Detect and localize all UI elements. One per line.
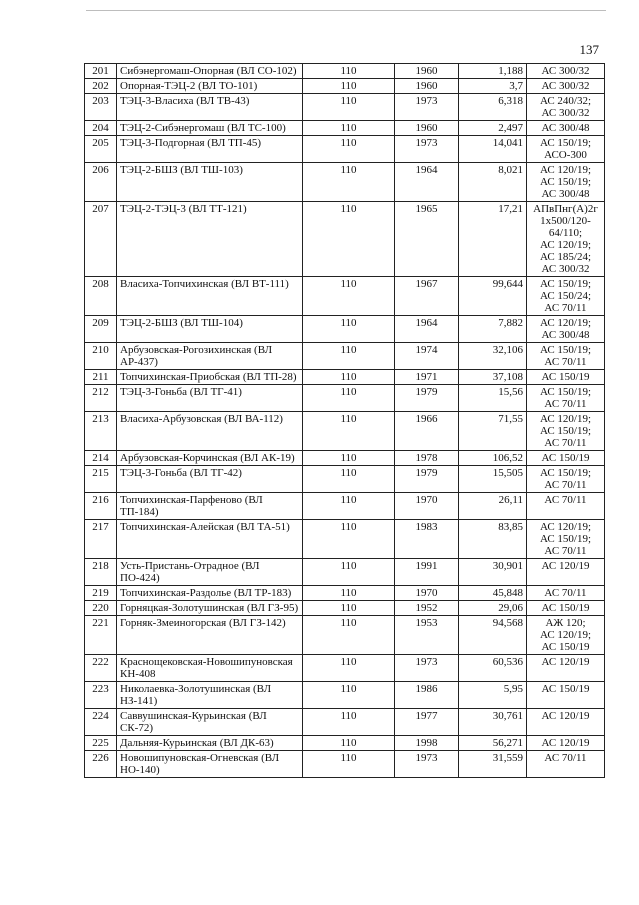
length-cell: 5,95 (459, 682, 527, 709)
line-name-cell: ТЭЦ-3-Гоньба (ВЛ ТГ-42) (117, 466, 303, 493)
wire-type-entry: АС 185/24; (539, 251, 592, 263)
wire-type-entry: АС 120/19; (539, 521, 592, 533)
commission-year-cell: 1998 (395, 736, 459, 751)
table-row (85, 136, 605, 163)
row-number-cell: 205 (85, 136, 117, 163)
wire-type-entry: АС 70/11 (544, 302, 587, 314)
line-name-cell: Арбузовская-Корчинская (ВЛ АК-19) (117, 451, 303, 466)
power-lines-table (84, 63, 605, 778)
line-name-cell: ТЭЦ-3-Власиха (ВЛ ТВ-43) (117, 94, 303, 121)
commission-year-cell: 1960 (395, 121, 459, 136)
row-number-cell: 218 (85, 559, 117, 586)
voltage-cell: 110 (303, 520, 395, 559)
commission-year-cell: 1979 (395, 385, 459, 412)
wire-type-entry: АС 70/11 (544, 587, 587, 599)
top-rule (86, 10, 606, 11)
wire-type-entry: АС 300/32 (541, 65, 590, 77)
voltage-cell: 110 (303, 163, 395, 202)
voltage-cell: 110 (303, 121, 395, 136)
wire-type-entry: 1х500/120- (540, 215, 591, 227)
wire-type-entry: АС 150/19; (539, 533, 592, 545)
wire-type-entry: АС 70/11 (544, 356, 587, 368)
line-name-cell: Топчихинская-Парфеново (ВЛ ТП-184) (117, 493, 303, 520)
wire-type-entry: АС 150/19; (539, 386, 592, 398)
voltage-cell: 110 (303, 64, 395, 79)
wire-type-cell (527, 277, 605, 316)
table-row (85, 736, 605, 751)
row-number-cell: 212 (85, 385, 117, 412)
wire-type-cell (527, 709, 605, 736)
commission-year-cell: 1973 (395, 136, 459, 163)
voltage-cell: 110 (303, 751, 395, 778)
commission-year-cell: 1960 (395, 64, 459, 79)
voltage-cell: 110 (303, 601, 395, 616)
line-name-cell: Топчихинская-Алейская (ВЛ ТА-51) (117, 520, 303, 559)
length-cell: 15,56 (459, 385, 527, 412)
wire-type-entry: АС 70/11 (544, 398, 587, 410)
wire-type-entry: АС 120/19; (539, 317, 592, 329)
line-name-cell: ТЭЦ-3-Подгорная (ВЛ ТП-45) (117, 136, 303, 163)
table-row (85, 316, 605, 343)
wire-type-cell (527, 343, 605, 370)
length-cell: 31,559 (459, 751, 527, 778)
wire-type-entry: АСО-300 (544, 149, 587, 161)
wire-type-entry: АС 120/19; (539, 413, 592, 425)
commission-year-cell: 1970 (395, 493, 459, 520)
table-row (85, 682, 605, 709)
commission-year-cell: 1953 (395, 616, 459, 655)
line-name-cell: Горняк-Змеиногорская (ВЛ ГЗ-142) (117, 616, 303, 655)
length-cell: 99,644 (459, 277, 527, 316)
wire-type-entry: АС 150/19 (541, 371, 590, 383)
wire-type-entry: АС 120/19; (539, 164, 592, 176)
commission-year-cell: 1964 (395, 163, 459, 202)
line-name-cell: Горняцкая-Золотушинская (ВЛ ГЗ-95) (117, 601, 303, 616)
commission-year-cell: 1978 (395, 451, 459, 466)
length-cell: 17,21 (459, 202, 527, 277)
row-number-cell: 204 (85, 121, 117, 136)
commission-year-cell: 1965 (395, 202, 459, 277)
voltage-cell: 110 (303, 94, 395, 121)
wire-type-entry: АС 150/19; (539, 344, 592, 356)
wire-type-cell (527, 601, 605, 616)
wire-type-entry: АС 150/19 (541, 683, 590, 695)
wire-type-cell (527, 559, 605, 586)
length-cell: 37,108 (459, 370, 527, 385)
table-row (85, 466, 605, 493)
voltage-cell: 110 (303, 586, 395, 601)
wire-type-entry: АС 240/32; (539, 95, 592, 107)
wire-type-entry: АС 300/32 (541, 80, 590, 92)
commission-year-cell: 1971 (395, 370, 459, 385)
voltage-cell: 110 (303, 451, 395, 466)
wire-type-entry: АС 70/11 (544, 494, 587, 506)
wire-type-cell (527, 94, 605, 121)
length-cell: 1,188 (459, 64, 527, 79)
wire-type-entry: АС 70/11 (544, 479, 587, 491)
commission-year-cell: 1967 (395, 277, 459, 316)
row-number-cell: 214 (85, 451, 117, 466)
line-name-cell: ТЭЦ-2-Сибэнергомаш (ВЛ ТС-100) (117, 121, 303, 136)
wire-type-cell (527, 655, 605, 682)
row-number-cell: 208 (85, 277, 117, 316)
line-name-cell: Власиха-Топчихинская (ВЛ ВТ-111) (117, 277, 303, 316)
table-row (85, 655, 605, 682)
wire-type-entry: АС 300/32 (541, 263, 590, 275)
line-name-cell: Топчихинская-Приобская (ВЛ ТП-28) (117, 370, 303, 385)
row-number-cell: 206 (85, 163, 117, 202)
commission-year-cell: 1973 (395, 655, 459, 682)
wire-type-entry: АС 150/24; (539, 290, 592, 302)
line-name-cell: Опорная-ТЭЦ-2 (ВЛ ТО-101) (117, 79, 303, 94)
page-number: 137 (579, 42, 599, 57)
length-cell: 106,52 (459, 451, 527, 466)
table-row (85, 751, 605, 778)
table-row (85, 601, 605, 616)
length-cell: 30,901 (459, 559, 527, 586)
wire-type-cell (527, 520, 605, 559)
wire-type-entry: АС 120/19 (541, 656, 590, 668)
length-cell: 30,761 (459, 709, 527, 736)
wire-type-cell (527, 79, 605, 94)
row-number-cell: 221 (85, 616, 117, 655)
line-name-cell: Усть-Пристань-Отрадное (ВЛ ПО-424) (117, 559, 303, 586)
length-cell: 6,318 (459, 94, 527, 121)
wire-type-entry: АС 150/19; (539, 467, 592, 479)
length-cell: 26,11 (459, 493, 527, 520)
commission-year-cell: 1991 (395, 559, 459, 586)
table-row (85, 616, 605, 655)
voltage-cell: 110 (303, 79, 395, 94)
voltage-cell: 110 (303, 682, 395, 709)
table-row (85, 79, 605, 94)
table-row (85, 709, 605, 736)
wire-type-entry: АС 150/19; (539, 425, 592, 437)
line-name-cell: Новошипуновская-Огневская (ВЛ НО-140) (117, 751, 303, 778)
wire-type-entry: АС 300/48 (541, 329, 590, 341)
line-name-cell: ТЭЦ-2-БШЗ (ВЛ ТШ-103) (117, 163, 303, 202)
voltage-cell: 110 (303, 466, 395, 493)
commission-year-cell: 1964 (395, 316, 459, 343)
voltage-cell: 110 (303, 316, 395, 343)
voltage-cell: 110 (303, 493, 395, 520)
wire-type-entry: АС 300/32 (541, 107, 590, 119)
table-row (85, 559, 605, 586)
voltage-cell: 110 (303, 616, 395, 655)
row-number-cell: 215 (85, 466, 117, 493)
wire-type-cell (527, 493, 605, 520)
row-number-cell: 220 (85, 601, 117, 616)
line-name-cell: Николаевка-Золотушинская (ВЛ НЗ-141) (117, 682, 303, 709)
length-cell: 71,55 (459, 412, 527, 451)
length-cell: 45,848 (459, 586, 527, 601)
wire-type-cell (527, 451, 605, 466)
wire-type-cell (527, 751, 605, 778)
row-number-cell: 211 (85, 370, 117, 385)
table-row (85, 163, 605, 202)
wire-type-entry: АС 300/48 (541, 122, 590, 134)
wire-type-entry: АС 150/19; (539, 278, 592, 290)
commission-year-cell: 1986 (395, 682, 459, 709)
wire-type-entry: АПвПнг(А)2г (533, 203, 598, 215)
wire-type-entry: АС 150/19 (541, 602, 590, 614)
commission-year-cell: 1977 (395, 709, 459, 736)
commission-year-cell: 1960 (395, 79, 459, 94)
row-number-cell: 222 (85, 655, 117, 682)
row-number-cell: 207 (85, 202, 117, 277)
wire-type-entry: АС 120/19 (541, 710, 590, 722)
commission-year-cell: 1966 (395, 412, 459, 451)
line-name-cell: Топчихинская-Раздолье (ВЛ ТР-183) (117, 586, 303, 601)
line-name-cell: Власиха-Арбузовская (ВЛ ВА-112) (117, 412, 303, 451)
voltage-cell: 110 (303, 202, 395, 277)
line-name-cell: Арбузовская-Рогозихинская (ВЛ АР-437) (117, 343, 303, 370)
wire-type-cell (527, 736, 605, 751)
commission-year-cell: 1952 (395, 601, 459, 616)
voltage-cell: 110 (303, 736, 395, 751)
voltage-cell: 110 (303, 343, 395, 370)
commission-year-cell: 1973 (395, 94, 459, 121)
voltage-cell: 110 (303, 559, 395, 586)
row-number-cell: 223 (85, 682, 117, 709)
wire-type-entry: АС 120/19; (539, 629, 592, 641)
commission-year-cell: 1973 (395, 751, 459, 778)
wire-type-entry: АЖ 120; (545, 617, 586, 629)
line-name-cell: ТЭЦ-2-ТЭЦ-3 (ВЛ ТТ-121) (117, 202, 303, 277)
row-number-cell: 203 (85, 94, 117, 121)
table-body (85, 64, 605, 778)
wire-type-cell (527, 412, 605, 451)
table-row (85, 94, 605, 121)
length-cell: 15,505 (459, 466, 527, 493)
wire-type-entry: АС 150/19; (539, 176, 592, 188)
wire-type-entry: 64/110; (548, 227, 583, 239)
length-cell: 8,021 (459, 163, 527, 202)
wire-type-cell (527, 163, 605, 202)
wire-type-entry: АС 120/19 (541, 560, 590, 572)
length-cell: 3,7 (459, 79, 527, 94)
table-row (85, 493, 605, 520)
wire-type-cell (527, 136, 605, 163)
wire-type-entry: АС 150/19; (539, 137, 592, 149)
wire-type-entry: АС 70/11 (544, 752, 587, 764)
line-name-cell: ТЭЦ-3-Гоньба (ВЛ ТГ-41) (117, 385, 303, 412)
line-name-cell: Краснощековская-Новошипуновская КН-408 (117, 655, 303, 682)
length-cell: 32,106 (459, 343, 527, 370)
wire-type-cell (527, 466, 605, 493)
length-cell: 14,041 (459, 136, 527, 163)
table-row (85, 277, 605, 316)
table-row (85, 121, 605, 136)
wire-type-cell (527, 64, 605, 79)
length-cell: 60,536 (459, 655, 527, 682)
line-name-cell: Саввушинская-Курьинская (ВЛ СК-72) (117, 709, 303, 736)
wire-type-entry: АС 120/19 (541, 737, 590, 749)
wire-type-entry: АС 150/19 (541, 452, 590, 464)
row-number-cell: 201 (85, 64, 117, 79)
voltage-cell: 110 (303, 709, 395, 736)
row-number-cell: 216 (85, 493, 117, 520)
length-cell: 94,568 (459, 616, 527, 655)
line-name-cell: Дальняя-Курьинская (ВЛ ДК-63) (117, 736, 303, 751)
table-row (85, 412, 605, 451)
wire-type-entry: АС 150/19 (541, 641, 590, 653)
length-cell: 56,271 (459, 736, 527, 751)
row-number-cell: 202 (85, 79, 117, 94)
table-row (85, 586, 605, 601)
table-row (85, 370, 605, 385)
table-row (85, 385, 605, 412)
commission-year-cell: 1970 (395, 586, 459, 601)
line-name-cell: ТЭЦ-2-БШЗ (ВЛ ТШ-104) (117, 316, 303, 343)
wire-type-cell (527, 586, 605, 601)
wire-type-entry: АС 70/11 (544, 545, 587, 557)
wire-type-cell (527, 121, 605, 136)
voltage-cell: 110 (303, 277, 395, 316)
voltage-cell: 110 (303, 136, 395, 163)
wire-type-entry: АС 120/19; (539, 239, 592, 251)
wire-type-cell (527, 385, 605, 412)
row-number-cell: 210 (85, 343, 117, 370)
commission-year-cell: 1974 (395, 343, 459, 370)
row-number-cell: 224 (85, 709, 117, 736)
row-number-cell: 225 (85, 736, 117, 751)
wire-type-cell (527, 682, 605, 709)
wire-type-cell (527, 202, 605, 277)
table-row (85, 202, 605, 277)
row-number-cell: 217 (85, 520, 117, 559)
wire-type-entry: АС 300/48 (541, 188, 590, 200)
commission-year-cell: 1983 (395, 520, 459, 559)
line-name-cell: Сибэнергомаш-Опорная (ВЛ СО-102) (117, 64, 303, 79)
voltage-cell: 110 (303, 412, 395, 451)
row-number-cell: 209 (85, 316, 117, 343)
length-cell: 83,85 (459, 520, 527, 559)
commission-year-cell: 1979 (395, 466, 459, 493)
voltage-cell: 110 (303, 385, 395, 412)
row-number-cell: 219 (85, 586, 117, 601)
table-row (85, 451, 605, 466)
length-cell: 29,06 (459, 601, 527, 616)
length-cell: 2,497 (459, 121, 527, 136)
voltage-cell: 110 (303, 370, 395, 385)
wire-type-entry: АС 70/11 (544, 437, 587, 449)
voltage-cell: 110 (303, 655, 395, 682)
row-number-cell: 213 (85, 412, 117, 451)
length-cell: 7,882 (459, 316, 527, 343)
table-row (85, 343, 605, 370)
table-row (85, 64, 605, 79)
wire-type-cell (527, 316, 605, 343)
wire-type-cell (527, 370, 605, 385)
wire-type-cell (527, 616, 605, 655)
table-row (85, 520, 605, 559)
row-number-cell: 226 (85, 751, 117, 778)
